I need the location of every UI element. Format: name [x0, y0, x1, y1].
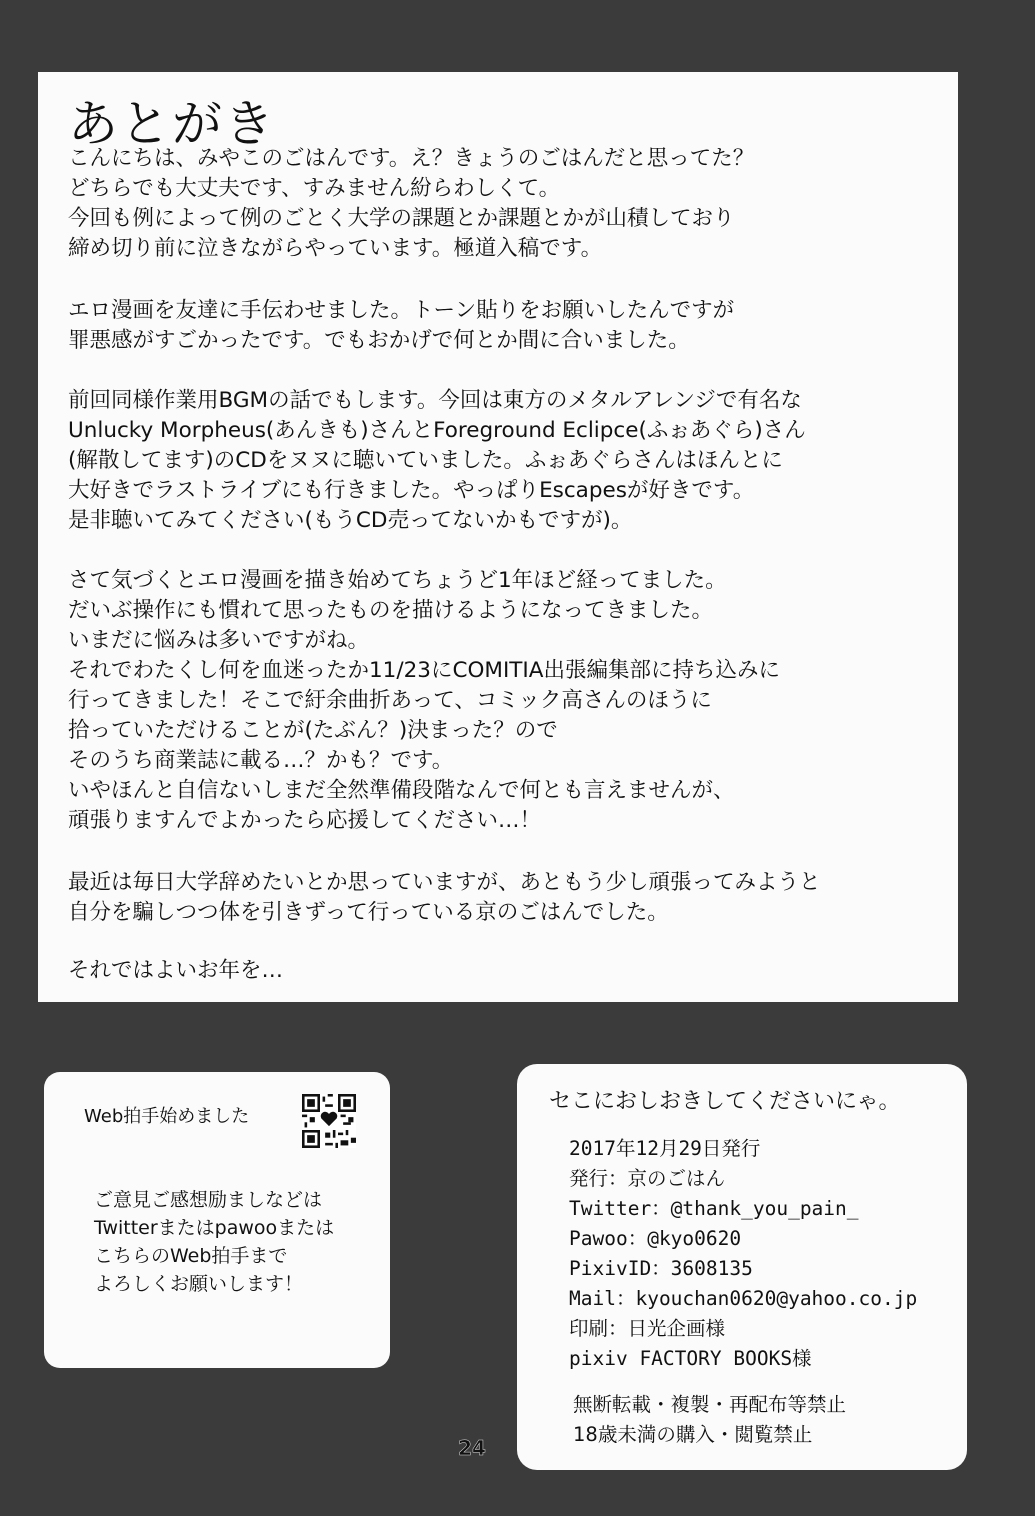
text-line: 大好きでラストライブにも行きました。やっぱりEscapesが好きです。	[68, 478, 755, 503]
text-line: よろしくお願いします！	[94, 1273, 304, 1295]
text-line: どちらでも大丈夫です、すみません紛らわしくて。	[68, 176, 561, 201]
text-line: こんにちは、みやこのごはんです。え？きょうのごはんだと思ってた？	[68, 146, 755, 171]
text-line: 拾っていただけることが(たぶん？)決まった？ので	[68, 718, 558, 743]
text-line: いやほんと自信ないしまだ全然準備段階なんで何とも言えませんが、	[68, 778, 735, 803]
colophon-box	[517, 1064, 967, 1470]
web-clap-message	[94, 1186, 334, 1298]
text-line: いまだに悩みは多いですがね。	[68, 628, 370, 653]
afterword-panel	[38, 72, 958, 1002]
text-line: 自分を騙しつつ体を引きずって行っている京のごはんでした。	[68, 900, 669, 925]
colophon-entry: PixivID：3608135	[569, 1257, 753, 1280]
colophon-entry: Mail：kyouchan0620@yahoo.co.jp	[569, 1287, 918, 1310]
text-line: それでわたくし何を血迷ったか11/23にCOMITIA出張編集部に持ち込みに	[68, 658, 780, 683]
qr-code-icon[interactable]	[302, 1094, 356, 1148]
paragraph-2	[68, 296, 938, 356]
text-line: そのうち商業誌に載る…？かも？です。	[68, 748, 454, 773]
colophon-entry: 印刷：日光企画様	[569, 1317, 726, 1340]
text-line: 前回同様作業用BGMの話でもします。今回は東方のメタルアレンジで有名な	[68, 388, 802, 413]
text-line: 罪悪感がすごかったです。でもおかげで何とか間に合いました。	[68, 328, 690, 353]
text-line: (解散してます)のCDをヌヌに聴いていました。ふぉあぐらさんはほんとに	[68, 448, 783, 473]
colophon-entries	[569, 1134, 917, 1374]
web-clap-box	[44, 1072, 390, 1368]
paragraph-6	[68, 956, 938, 986]
text-line: 最近は毎日大学辞めたいとか思っていますが、あともう少し頑張ってみようと	[68, 870, 821, 895]
web-clap-title: Web拍手始めました	[84, 1106, 250, 1127]
text-line: 行ってきました！そこで紆余曲折あって、コミック高さんのほうに	[68, 688, 712, 713]
paragraph-1	[68, 144, 938, 264]
colophon-entry: Twitter：@thank_you_pain_	[569, 1197, 859, 1220]
text-line: 頑張りますんでよかったら応援してください…！	[68, 808, 542, 833]
text-line: それではよいお年を…	[68, 958, 284, 983]
paragraph-5	[68, 868, 938, 928]
text-line: こちらのWeb拍手まで	[94, 1245, 288, 1267]
text-line: Twitterまたはpawooまたは	[94, 1217, 335, 1239]
text-line: だいぶ操作にも慣れて思ったものを描けるようになってきました。	[68, 598, 714, 623]
text-line: ご意見ご感想励ましなどは	[94, 1189, 323, 1211]
paragraph-4	[68, 566, 938, 836]
colophon-entry: pixiv FACTORY BOOKS様	[569, 1347, 812, 1370]
colophon-note: 18歳未満の購入・閲覧禁止	[573, 1423, 813, 1446]
text-line: 締め切り前に泣きながらやっています。極道入稿です。	[68, 236, 603, 261]
text-line: さて気づくとエロ漫画を描き始めてちょうど1年ほど経ってました。	[68, 568, 727, 593]
paragraph-3	[68, 386, 938, 536]
text-line: 是非聴いてみてください(もうCD売ってないかもですが)。	[68, 508, 633, 533]
text-line: Unlucky Morpheus(あんきも)さんとForeground Eclipce(ふぉあぐら)さん	[68, 418, 806, 443]
page-number: 24	[458, 1436, 486, 1460]
colophon-title: セこにおしおきしてくださいにゃ。	[549, 1089, 901, 1114]
colophon-entry: Pawoo：@kyo0620	[569, 1227, 742, 1250]
colophon-notes	[573, 1390, 846, 1450]
text-line: エロ漫画を友達に手伝わせました。トーン貼りをお願いしたんですが	[68, 298, 735, 323]
colophon-note: 無断転載・複製・再配布等禁止	[573, 1393, 847, 1416]
colophon-entry: 発行：京のごはん	[569, 1167, 726, 1190]
text-line: 今回も例によって例のごとく大学の課題とか課題とかが山積しており	[68, 206, 735, 231]
colophon-entry: 2017年12月29日発行	[569, 1137, 761, 1160]
afterword-title: あとがき	[68, 95, 276, 153]
